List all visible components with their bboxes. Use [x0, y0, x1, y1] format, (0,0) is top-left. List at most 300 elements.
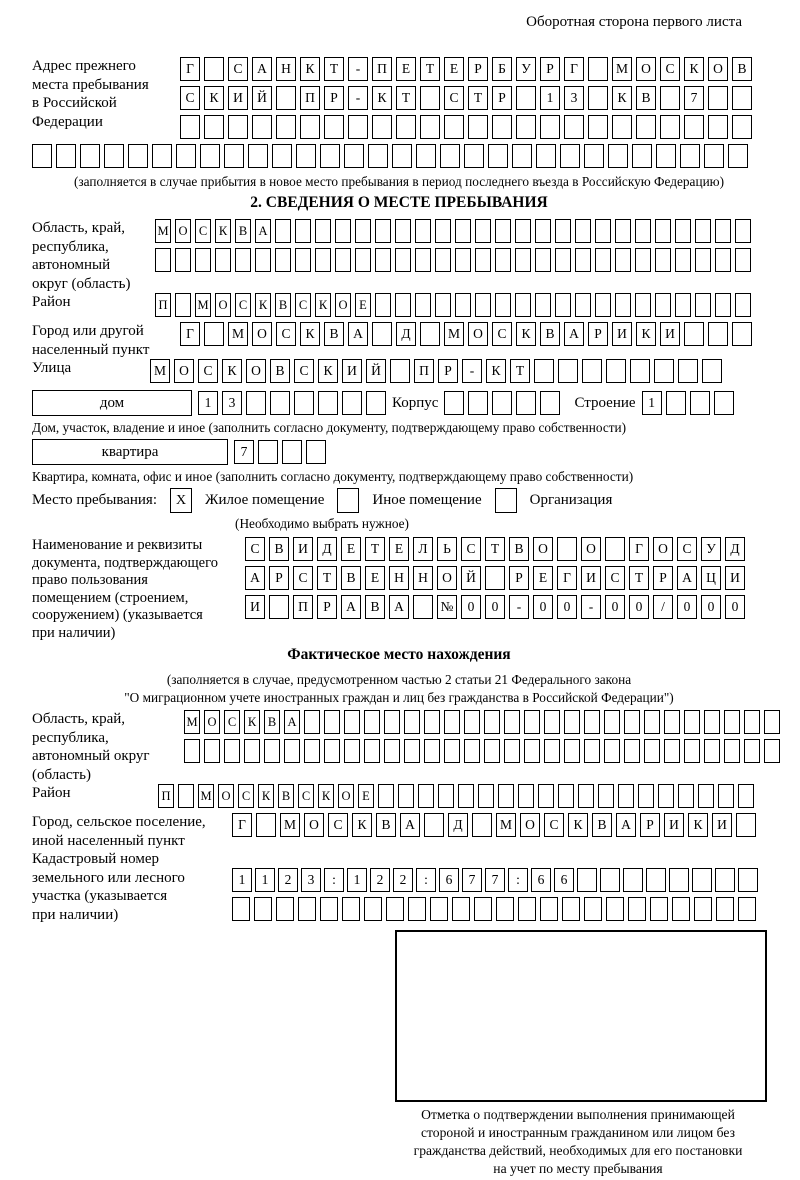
char-cell[interactable] [615, 219, 631, 243]
char-cell[interactable] [248, 144, 268, 168]
char-cell[interactable] [584, 144, 604, 168]
char-cell[interactable] [204, 115, 224, 139]
char-cell[interactable] [714, 391, 734, 415]
char-cell[interactable] [295, 248, 311, 272]
char-cell[interactable]: И [612, 322, 632, 346]
char-cell[interactable] [555, 248, 571, 272]
char-cell[interactable] [368, 144, 388, 168]
char-cell[interactable]: Р [540, 57, 560, 81]
char-cell[interactable] [342, 391, 362, 415]
char-cell[interactable] [606, 359, 626, 383]
char-cell[interactable] [275, 219, 291, 243]
char-cell[interactable] [644, 710, 660, 734]
char-cell[interactable]: Р [653, 566, 673, 590]
char-cell[interactable] [246, 391, 266, 415]
char-cell[interactable]: А [389, 595, 409, 619]
char-cell[interactable] [258, 440, 278, 464]
char-cell[interactable]: 6 [531, 868, 551, 892]
char-cell[interactable] [344, 710, 360, 734]
char-cell[interactable] [195, 248, 211, 272]
char-cell[interactable]: И [342, 359, 362, 383]
char-cell[interactable]: Т [485, 537, 505, 561]
char-cell[interactable]: № [437, 595, 457, 619]
char-cell[interactable] [475, 293, 491, 317]
char-cell[interactable] [535, 248, 551, 272]
char-cell[interactable] [304, 710, 320, 734]
char-cell[interactable] [256, 813, 276, 837]
char-cell[interactable]: С [328, 813, 348, 837]
char-cell[interactable] [204, 739, 220, 763]
char-cell[interactable]: В [636, 86, 656, 110]
char-cell[interactable] [735, 293, 751, 317]
char-cell[interactable]: М [195, 293, 211, 317]
char-cell[interactable] [595, 248, 611, 272]
char-cell[interactable]: - [462, 359, 482, 383]
char-cell[interactable]: С [238, 784, 254, 808]
char-cell[interactable] [224, 739, 240, 763]
char-cell[interactable] [424, 739, 440, 763]
char-cell[interactable] [615, 248, 631, 272]
char-cell[interactable] [408, 897, 426, 921]
char-cell[interactable] [375, 219, 391, 243]
char-cell[interactable]: К [352, 813, 372, 837]
char-cell[interactable]: Р [492, 86, 512, 110]
char-cell[interactable]: С [180, 86, 200, 110]
char-cell[interactable]: 1 [642, 391, 662, 415]
char-cell[interactable] [584, 739, 600, 763]
char-cell[interactable]: В [341, 566, 361, 590]
char-cell[interactable] [708, 86, 728, 110]
char-cell[interactable]: : [508, 868, 528, 892]
char-cell[interactable] [492, 391, 512, 415]
char-cell[interactable] [704, 739, 720, 763]
char-cell[interactable]: Г [629, 537, 649, 561]
char-cell[interactable] [344, 144, 364, 168]
char-cell[interactable]: Г [564, 57, 584, 81]
char-cell[interactable] [557, 537, 577, 561]
char-cell[interactable]: Г [557, 566, 577, 590]
char-cell[interactable] [495, 219, 511, 243]
char-cell[interactable] [646, 868, 666, 892]
char-cell[interactable] [684, 115, 704, 139]
char-cell[interactable] [235, 248, 251, 272]
char-cell[interactable] [582, 359, 602, 383]
char-cell[interactable]: Ь [437, 537, 457, 561]
char-cell[interactable]: 7 [234, 440, 254, 464]
char-cell[interactable]: В [270, 359, 290, 383]
char-cell[interactable] [588, 115, 608, 139]
char-cell[interactable] [695, 293, 711, 317]
char-cell[interactable]: Т [420, 57, 440, 81]
char-cell[interactable] [735, 219, 751, 243]
char-cell[interactable] [516, 86, 536, 110]
char-cell[interactable]: О [338, 784, 354, 808]
char-cell[interactable] [656, 144, 676, 168]
char-cell[interactable] [495, 248, 511, 272]
char-cell[interactable]: С [294, 359, 314, 383]
char-cell[interactable] [694, 897, 712, 921]
char-cell[interactable] [635, 293, 651, 317]
char-cell[interactable]: О [304, 813, 324, 837]
char-cell[interactable]: Д [317, 537, 337, 561]
char-cell[interactable] [635, 248, 651, 272]
char-cell[interactable]: О [468, 322, 488, 346]
char-cell[interactable]: А [348, 322, 368, 346]
char-cell[interactable]: 3 [301, 868, 321, 892]
char-cell[interactable]: К [486, 359, 506, 383]
char-cell[interactable] [738, 897, 756, 921]
char-cell[interactable] [732, 322, 752, 346]
char-cell[interactable]: 2 [393, 868, 413, 892]
char-cell[interactable] [315, 248, 331, 272]
char-cell[interactable] [492, 115, 512, 139]
char-cell[interactable]: 1 [540, 86, 560, 110]
char-cell[interactable] [560, 144, 580, 168]
char-cell[interactable]: О [653, 537, 673, 561]
char-cell[interactable] [605, 537, 625, 561]
char-cell[interactable] [704, 710, 720, 734]
char-cell[interactable]: М [280, 813, 300, 837]
char-cell[interactable] [516, 391, 536, 415]
char-cell[interactable]: А [677, 566, 697, 590]
char-cell[interactable]: К [300, 322, 320, 346]
char-cell[interactable] [348, 115, 368, 139]
char-cell[interactable] [544, 710, 560, 734]
char-cell[interactable] [254, 897, 272, 921]
char-cell[interactable] [415, 219, 431, 243]
char-cell[interactable]: М [444, 322, 464, 346]
char-cell[interactable]: Б [492, 57, 512, 81]
char-cell[interactable] [678, 784, 694, 808]
char-cell[interactable] [638, 784, 654, 808]
char-cell[interactable] [224, 144, 244, 168]
char-cell[interactable]: В [275, 293, 291, 317]
char-cell[interactable] [608, 144, 628, 168]
char-cell[interactable]: 7 [485, 868, 505, 892]
char-cell[interactable] [176, 144, 196, 168]
char-cell[interactable]: С [195, 219, 211, 243]
char-cell[interactable]: М [150, 359, 170, 383]
char-cell[interactable] [575, 293, 591, 317]
char-cell[interactable]: К [222, 359, 242, 383]
char-cell[interactable] [180, 115, 200, 139]
char-cell[interactable] [478, 784, 494, 808]
char-cell[interactable]: К [568, 813, 588, 837]
char-cell[interactable]: К [372, 86, 392, 110]
char-cell[interactable]: К [612, 86, 632, 110]
char-cell[interactable] [684, 739, 700, 763]
char-cell[interactable]: - [581, 595, 601, 619]
char-cell[interactable]: В [278, 784, 294, 808]
char-cell[interactable] [604, 739, 620, 763]
char-cell[interactable] [575, 219, 591, 243]
char-cell[interactable]: М [228, 322, 248, 346]
char-cell[interactable] [32, 144, 52, 168]
char-cell[interactable] [738, 868, 758, 892]
char-cell[interactable]: А [245, 566, 265, 590]
char-cell[interactable] [464, 739, 480, 763]
char-cell[interactable] [364, 739, 380, 763]
char-cell[interactable]: Н [413, 566, 433, 590]
char-cell[interactable]: Т [510, 359, 530, 383]
char-cell[interactable] [732, 115, 752, 139]
char-cell[interactable] [515, 248, 531, 272]
char-cell[interactable]: 6 [554, 868, 574, 892]
char-cell[interactable]: Е [533, 566, 553, 590]
char-cell[interactable] [540, 115, 560, 139]
char-cell[interactable] [644, 739, 660, 763]
char-cell[interactable]: А [284, 710, 300, 734]
char-cell[interactable] [624, 739, 640, 763]
char-cell[interactable] [386, 897, 404, 921]
char-cell[interactable] [658, 784, 674, 808]
char-cell[interactable]: П [293, 595, 313, 619]
char-cell[interactable]: О [246, 359, 266, 383]
char-cell[interactable] [515, 219, 531, 243]
char-cell[interactable] [669, 868, 689, 892]
char-cell[interactable]: 1 [198, 391, 218, 415]
char-cell[interactable] [375, 293, 391, 317]
char-cell[interactable] [538, 784, 554, 808]
char-cell[interactable] [588, 86, 608, 110]
char-cell[interactable] [716, 897, 734, 921]
char-cell[interactable] [704, 144, 724, 168]
char-cell[interactable] [534, 359, 554, 383]
char-cell[interactable] [294, 391, 314, 415]
char-cell[interactable] [392, 144, 412, 168]
char-cell[interactable]: О [520, 813, 540, 837]
char-cell[interactable]: У [701, 537, 721, 561]
char-cell[interactable]: К [258, 784, 274, 808]
char-cell[interactable] [708, 115, 728, 139]
char-cell[interactable] [744, 739, 760, 763]
char-cell[interactable] [276, 86, 296, 110]
char-cell[interactable]: / [653, 595, 673, 619]
char-cell[interactable] [540, 897, 558, 921]
char-cell[interactable]: Г [232, 813, 252, 837]
char-cell[interactable]: 0 [533, 595, 553, 619]
char-cell[interactable]: Т [317, 566, 337, 590]
char-cell[interactable] [735, 248, 751, 272]
char-cell[interactable] [540, 391, 560, 415]
char-cell[interactable] [655, 293, 671, 317]
char-cell[interactable] [420, 322, 440, 346]
char-cell[interactable] [564, 115, 584, 139]
checkbox-zhiloe-pomeshchenie[interactable]: X [170, 488, 192, 513]
char-cell[interactable] [269, 595, 289, 619]
char-cell[interactable] [444, 391, 464, 415]
char-cell[interactable] [664, 739, 680, 763]
char-cell[interactable]: В [732, 57, 752, 81]
char-cell[interactable]: 0 [677, 595, 697, 619]
char-cell[interactable]: О [218, 784, 234, 808]
char-cell[interactable] [660, 86, 680, 110]
char-cell[interactable]: С [235, 293, 251, 317]
char-cell[interactable]: П [300, 86, 320, 110]
char-cell[interactable]: С [461, 537, 481, 561]
char-cell[interactable]: П [158, 784, 174, 808]
char-cell[interactable] [420, 115, 440, 139]
char-cell[interactable] [664, 710, 680, 734]
char-cell[interactable]: К [516, 322, 536, 346]
char-cell[interactable] [424, 710, 440, 734]
char-cell[interactable] [390, 359, 410, 383]
char-cell[interactable]: У [516, 57, 536, 81]
char-cell[interactable] [675, 293, 691, 317]
char-cell[interactable]: С [228, 57, 248, 81]
char-cell[interactable] [672, 897, 690, 921]
char-cell[interactable] [690, 391, 710, 415]
char-cell[interactable] [536, 144, 556, 168]
char-cell[interactable] [204, 322, 224, 346]
char-cell[interactable] [375, 248, 391, 272]
char-cell[interactable] [666, 391, 686, 415]
char-cell[interactable] [276, 115, 296, 139]
char-cell[interactable]: П [414, 359, 434, 383]
char-cell[interactable] [695, 219, 711, 243]
char-cell[interactable]: Р [317, 595, 337, 619]
char-cell[interactable] [415, 248, 431, 272]
char-cell[interactable] [455, 293, 471, 317]
char-cell[interactable] [378, 784, 394, 808]
char-cell[interactable] [464, 710, 480, 734]
char-cell[interactable] [655, 219, 671, 243]
char-cell[interactable] [695, 248, 711, 272]
char-cell[interactable]: Е [355, 293, 371, 317]
char-cell[interactable]: О [533, 537, 553, 561]
char-cell[interactable]: 1 [347, 868, 367, 892]
char-cell[interactable]: : [324, 868, 344, 892]
char-cell[interactable]: К [255, 293, 271, 317]
char-cell[interactable]: С [298, 784, 314, 808]
char-cell[interactable] [535, 219, 551, 243]
char-cell[interactable]: С [198, 359, 218, 383]
char-cell[interactable] [295, 219, 311, 243]
char-cell[interactable]: М [184, 710, 200, 734]
char-cell[interactable]: Т [396, 86, 416, 110]
char-cell[interactable]: В [509, 537, 529, 561]
char-cell[interactable] [300, 115, 320, 139]
char-cell[interactable]: Н [389, 566, 409, 590]
char-cell[interactable]: С [245, 537, 265, 561]
char-cell[interactable] [355, 219, 371, 243]
char-cell[interactable]: 3 [564, 86, 584, 110]
char-cell[interactable] [555, 219, 571, 243]
char-cell[interactable] [524, 739, 540, 763]
char-cell[interactable] [366, 391, 386, 415]
char-cell[interactable] [298, 897, 316, 921]
char-cell[interactable] [335, 219, 351, 243]
char-cell[interactable] [398, 784, 414, 808]
char-cell[interactable]: В [365, 595, 385, 619]
char-cell[interactable] [104, 144, 124, 168]
char-cell[interactable]: - [509, 595, 529, 619]
char-cell[interactable] [615, 293, 631, 317]
char-cell[interactable]: Д [448, 813, 468, 837]
char-cell[interactable]: В [540, 322, 560, 346]
char-cell[interactable] [228, 115, 248, 139]
char-cell[interactable] [384, 710, 400, 734]
char-cell[interactable]: О [215, 293, 231, 317]
char-cell[interactable]: С [544, 813, 564, 837]
char-cell[interactable] [468, 391, 488, 415]
char-cell[interactable] [413, 595, 433, 619]
char-cell[interactable] [744, 710, 760, 734]
char-cell[interactable]: 1 [232, 868, 252, 892]
char-cell[interactable]: Т [468, 86, 488, 110]
char-cell[interactable]: Й [252, 86, 272, 110]
char-cell[interactable] [204, 57, 224, 81]
char-cell[interactable] [324, 739, 340, 763]
char-cell[interactable]: Р [324, 86, 344, 110]
char-cell[interactable] [715, 248, 731, 272]
char-cell[interactable]: К [688, 813, 708, 837]
char-cell[interactable] [764, 710, 780, 734]
char-cell[interactable]: В [235, 219, 251, 243]
char-cell[interactable] [232, 897, 250, 921]
char-cell[interactable]: Г [180, 322, 200, 346]
char-cell[interactable] [595, 219, 611, 243]
char-cell[interactable]: Д [396, 322, 416, 346]
char-cell[interactable]: И [293, 537, 313, 561]
char-cell[interactable] [715, 293, 731, 317]
char-cell[interactable]: 0 [725, 595, 745, 619]
char-cell[interactable]: Л [413, 537, 433, 561]
char-cell[interactable] [472, 813, 492, 837]
char-cell[interactable]: Р [588, 322, 608, 346]
char-cell[interactable] [315, 219, 331, 243]
char-cell[interactable]: О [636, 57, 656, 81]
char-cell[interactable] [655, 248, 671, 272]
char-cell[interactable]: Р [509, 566, 529, 590]
char-cell[interactable]: Й [461, 566, 481, 590]
char-cell[interactable] [282, 440, 302, 464]
char-cell[interactable] [684, 710, 700, 734]
char-cell[interactable]: В [264, 710, 280, 734]
char-cell[interactable] [184, 739, 200, 763]
char-cell[interactable]: С [492, 322, 512, 346]
char-cell[interactable] [495, 293, 511, 317]
char-cell[interactable] [564, 739, 580, 763]
char-cell[interactable]: К [318, 359, 338, 383]
char-cell[interactable]: И [712, 813, 732, 837]
char-cell[interactable]: О [335, 293, 351, 317]
char-cell[interactable]: 0 [605, 595, 625, 619]
char-cell[interactable] [724, 739, 740, 763]
checkbox-organizatsiya[interactable] [495, 488, 517, 513]
char-cell[interactable]: Й [366, 359, 386, 383]
char-cell[interactable]: 0 [629, 595, 649, 619]
char-cell[interactable] [675, 219, 691, 243]
char-cell[interactable] [324, 115, 344, 139]
char-cell[interactable]: Т [365, 537, 385, 561]
char-cell[interactable] [518, 897, 536, 921]
char-cell[interactable]: Д [725, 537, 745, 561]
char-cell[interactable]: - [348, 86, 368, 110]
char-cell[interactable] [498, 784, 514, 808]
char-cell[interactable] [584, 710, 600, 734]
char-cell[interactable] [415, 293, 431, 317]
char-cell[interactable]: И [725, 566, 745, 590]
char-cell[interactable]: Н [276, 57, 296, 81]
char-cell[interactable]: С [660, 57, 680, 81]
char-cell[interactable]: С [224, 710, 240, 734]
char-cell[interactable]: А [252, 57, 272, 81]
char-cell[interactable] [404, 710, 420, 734]
char-cell[interactable] [738, 784, 754, 808]
char-cell[interactable] [306, 440, 326, 464]
char-cell[interactable] [455, 248, 471, 272]
